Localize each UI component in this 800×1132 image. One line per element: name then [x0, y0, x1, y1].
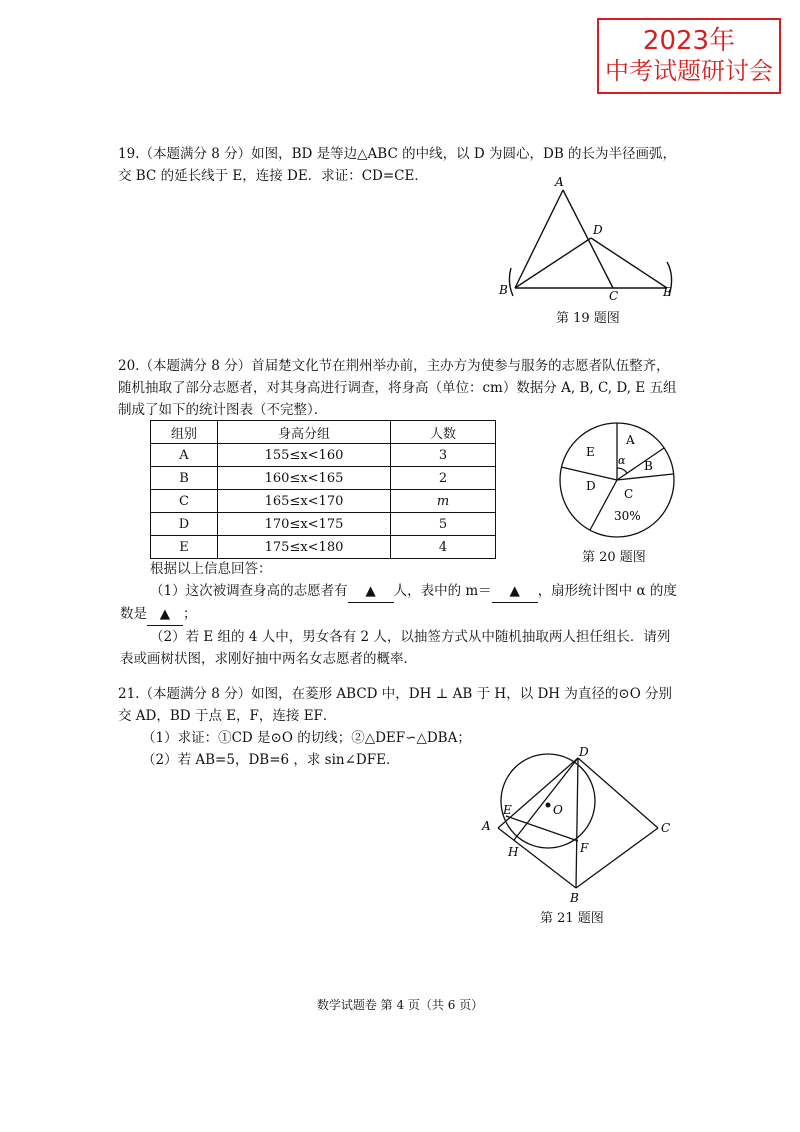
table-cell: m — [391, 490, 496, 513]
fig21-label-h: H — [508, 845, 519, 859]
table-cell: 155≤x<160 — [218, 444, 391, 467]
table-cell: 175≤x<180 — [218, 536, 391, 559]
answer-blank: ▲ — [348, 580, 394, 603]
q21-caption: 第 21 题图 — [540, 911, 604, 926]
stamp — [597, 18, 781, 94]
q21-line2: 交 AD，BD 于点 E，F，连接 EF． — [118, 708, 337, 724]
q19-line2: 交 BC 的延长线于 E，连接 DE．求证：CD=CE． — [118, 168, 428, 184]
pie-figure-20 — [552, 420, 682, 544]
q20-sub1-cont — [120, 603, 690, 626]
figure-21 — [478, 746, 678, 906]
fig21-label-d: D — [579, 746, 589, 759]
pie-label-e: E — [586, 445, 595, 459]
table-cell: 170≤x<175 — [218, 513, 391, 536]
answer-blank: ▲ — [147, 603, 183, 626]
q20-line2: 随机抽取了部分志愿者，对其身高进行调查，将身高（单位：cm）数据分 A, B, C, D, E 五组 — [118, 380, 677, 396]
fig19-label-e: E — [663, 285, 672, 299]
q20-line1: 20.（本题满分 8 分）首届楚文化节在荆州举办前，主办方为使参与服务的志愿者队伍整齐， — [118, 358, 670, 374]
q20-sub2-line2: 表或画树状图，求刚好抽中两名女志愿者的概率． — [120, 651, 417, 667]
fig21-label-f: F — [580, 841, 589, 855]
q20-sub1-text-b: 人，表中的 m＝ — [393, 583, 492, 599]
height-table — [150, 420, 496, 559]
q20-sub1-text-e: ； — [183, 606, 197, 622]
table-row — [151, 444, 496, 467]
page-footer: 数学试题卷 第 4 页（共 6 页） — [316, 998, 484, 1012]
table-row — [151, 536, 496, 559]
question-20 — [118, 355, 698, 421]
q19-caption: 第 19 题图 — [556, 311, 620, 326]
q20-sub1 — [150, 580, 690, 603]
q20-sub2-line1: （2）若 E 组的 4 人中，男女各有 2 人，以抽签方式从中随机抽取两人担任组长．请列 — [150, 629, 671, 645]
table-cell: C — [151, 490, 218, 513]
pie-label-a: A — [626, 433, 635, 447]
q20-line3: 制成了如下的统计图表（不完整）． — [118, 402, 328, 418]
table-header: 组别 — [151, 421, 218, 444]
table-cell: 3 — [391, 444, 496, 467]
pie-label-b: B — [644, 459, 653, 473]
q19-line1: 19.（本题满分 8 分）如图，BD 是等边△ABC 的中线，以 D 为圆心，DB 的长为半径画弧， — [118, 146, 677, 162]
table-header: 人数 — [391, 421, 496, 444]
table-cell: 4 — [391, 536, 496, 559]
stamp-title: 中考试题研讨会 — [605, 57, 773, 85]
table-cell: A — [151, 444, 218, 467]
table-header: 身高分组 — [218, 421, 391, 444]
table-cell: 2 — [391, 467, 496, 490]
table-row — [151, 467, 496, 490]
pie-label-c-percent: 30% — [614, 509, 641, 523]
fig19-label-d: D — [593, 223, 603, 237]
fig21-label-a: A — [482, 819, 491, 833]
table-cell: B — [151, 467, 218, 490]
table-cell: D — [151, 513, 218, 536]
q20-caption: 第 20 题图 — [582, 550, 646, 565]
table-cell: 5 — [391, 513, 496, 536]
question-20-parts — [120, 558, 690, 670]
fig19-label-a: A — [555, 175, 564, 189]
q20-answer-intro: 根据以上信息回答： — [150, 561, 272, 577]
table-row — [151, 513, 496, 536]
q21-sub1: （1）求证：①CD 是⊙O 的切线；②△DEF∽△DBA； — [142, 730, 471, 746]
answer-blank: ▲ — [492, 580, 538, 603]
stamp-year: 2023年 — [642, 26, 736, 56]
fig21-label-b: B — [570, 891, 579, 905]
fig19-label-b: B — [499, 283, 508, 297]
fig21-label-o: O — [553, 803, 563, 817]
table-cell: 165≤x<170 — [218, 490, 391, 513]
fig21-label-e: E — [503, 803, 512, 817]
q20-sub1-text-a: （1）这次被调查身高的志愿者有 — [150, 583, 348, 599]
pie-label-c: C — [624, 487, 634, 501]
fig21-label-c: C — [661, 821, 671, 835]
q21-line1: 21.（本题满分 8 分）如图，在菱形 ABCD 中，DH ⊥ AB 于 H，以 DH 为直径的⊙O 分别 — [118, 686, 673, 702]
table-cell: E — [151, 536, 218, 559]
table-header-row — [151, 421, 496, 444]
q20-sub1-text-d: 数是 — [120, 606, 147, 622]
pie-label-d: D — [586, 479, 596, 493]
table-cell: 160≤x<165 — [218, 467, 391, 490]
q20-sub1-text-c: ，扇形统计图中 α 的度 — [537, 583, 677, 599]
q21-sub2: （2）若 AB=5，DB=6 ，求 sin∠DFE． — [142, 752, 400, 768]
pie-label-alpha: α — [618, 454, 626, 467]
table-row — [151, 490, 496, 513]
fig19-label-c: C — [609, 289, 619, 303]
figure-19 — [495, 172, 685, 304]
